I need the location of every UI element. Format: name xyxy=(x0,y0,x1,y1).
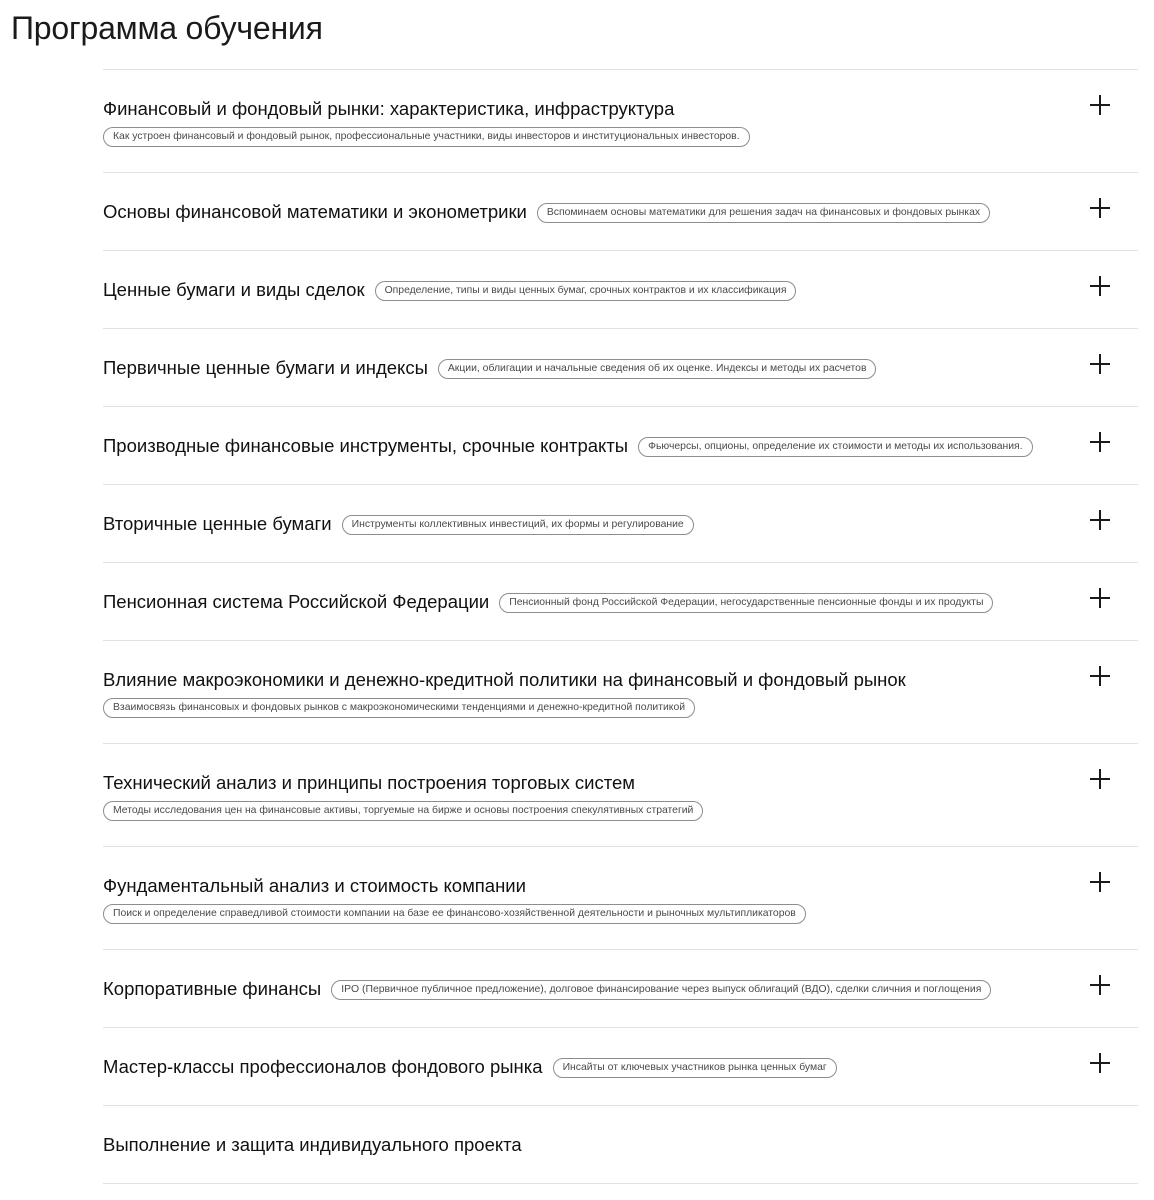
plus-icon[interactable] xyxy=(1090,95,1110,115)
curriculum-accordion xyxy=(103,69,1138,1184)
module-item[interactable] xyxy=(103,407,1138,485)
page-title: Программа обучения xyxy=(11,10,323,46)
module-header xyxy=(103,98,1068,146)
module-description-tag: Инсайты от ключевых участников рынка ценных бумаг xyxy=(553,1058,837,1078)
module-header xyxy=(103,978,1068,1000)
module-description-tag: Определение, типы и виды ценных бумаг, срочных контрактов и их классификация xyxy=(375,281,797,301)
module-item[interactable] xyxy=(103,173,1138,251)
module-title: Мастер-классы профессионалов фондового рынка xyxy=(103,1056,543,1077)
module-description-tag: Как устроен финансовый и фондовый рынок, профессиональные участники, виды инвесторов и институциональных инвесторов. xyxy=(103,127,750,147)
module-title: Первичные ценные бумаги и индексы xyxy=(103,357,428,378)
module-header xyxy=(103,201,1068,223)
module-header xyxy=(103,357,1068,379)
module-description-tag: Пенсионный фонд Российской Федерации, негосударственные пенсионные фонды и их продукты xyxy=(499,593,993,613)
module-item xyxy=(103,1106,1138,1184)
module-item[interactable] xyxy=(103,70,1138,173)
plus-icon[interactable] xyxy=(1090,198,1110,218)
module-title: Выполнение и защита индивидуального проекта xyxy=(103,1134,522,1155)
plus-icon[interactable] xyxy=(1090,432,1110,452)
module-header xyxy=(103,1134,1068,1156)
module-item[interactable] xyxy=(103,251,1138,329)
plus-icon[interactable] xyxy=(1090,354,1110,374)
plus-icon[interactable] xyxy=(1090,769,1110,789)
module-description-tag: Поиск и определение справедливой стоимости компании на базе ее финансово-хозяйственной деятельности и рыночных мультипликаторов xyxy=(103,904,806,924)
plus-icon[interactable] xyxy=(1090,666,1110,686)
module-title: Технический анализ и принципы построения торговых систем xyxy=(103,772,635,793)
module-item[interactable] xyxy=(103,641,1138,744)
plus-icon[interactable] xyxy=(1090,975,1110,995)
module-description-tag: Методы исследования цен на финансовые активы, торгуемые на бирже и основы построения спекулятивных стратегий xyxy=(103,801,703,821)
module-header xyxy=(103,279,1068,301)
module-title: Финансовый и фондовый рынки: характеристика, инфраструктура xyxy=(103,98,675,119)
module-title: Пенсионная система Российской Федерации xyxy=(103,591,490,612)
module-title: Фундаментальный анализ и стоимость компании xyxy=(103,875,526,896)
module-title: Основы финансовой математики и эконометрики xyxy=(103,201,527,222)
module-header xyxy=(103,772,1068,820)
module-title: Вторичные ценные бумаги xyxy=(103,513,332,534)
module-description-tag: Вспоминаем основы математики для решения задач на финансовых и фондовых рынках xyxy=(537,203,990,223)
plus-icon[interactable] xyxy=(1090,1053,1110,1073)
plus-icon[interactable] xyxy=(1090,588,1110,608)
module-title: Влияние макроэкономики и денежно-кредитной политики на финансовый и фондовый рынок xyxy=(103,669,906,690)
module-description-tag: Фьючерсы, опционы, определение их стоимости и методы их использования. xyxy=(638,437,1032,457)
module-header xyxy=(103,875,1068,923)
module-description-tag: Инструменты коллективных инвестиций, их формы и регулирование xyxy=(342,515,694,535)
module-item[interactable] xyxy=(103,1028,1138,1106)
module-item[interactable] xyxy=(103,329,1138,407)
module-header xyxy=(103,591,1068,613)
module-item[interactable] xyxy=(103,950,1138,1028)
module-title: Ценные бумаги и виды сделок xyxy=(103,279,365,300)
module-header xyxy=(103,513,1068,535)
module-item[interactable] xyxy=(103,563,1138,641)
plus-icon[interactable] xyxy=(1090,872,1110,892)
module-item[interactable] xyxy=(103,847,1138,950)
module-description-tag: IPO (Первичное публичное предложение), долговое финансирование через выпуск облигаций (ВДО), сделки сличния и поглощения xyxy=(331,980,991,1000)
module-header xyxy=(103,1056,1068,1078)
module-header xyxy=(103,669,1068,717)
module-title: Корпоративные финансы xyxy=(103,978,322,999)
module-item[interactable] xyxy=(103,485,1138,563)
plus-icon[interactable] xyxy=(1090,276,1110,296)
module-header xyxy=(103,435,1068,457)
module-title: Производные финансовые инструменты, срочные контракты xyxy=(103,435,629,456)
plus-icon[interactable] xyxy=(1090,510,1110,530)
module-item[interactable] xyxy=(103,744,1138,847)
module-description-tag: Акции, облигации и начальные сведения об их оценке. Индексы и методы их расчетов xyxy=(438,359,877,379)
module-description-tag: Взаимосвязь финансовых и фондовых рынков с макроэкономическими тенденциями и денежно-кредитной политикой xyxy=(103,698,695,718)
